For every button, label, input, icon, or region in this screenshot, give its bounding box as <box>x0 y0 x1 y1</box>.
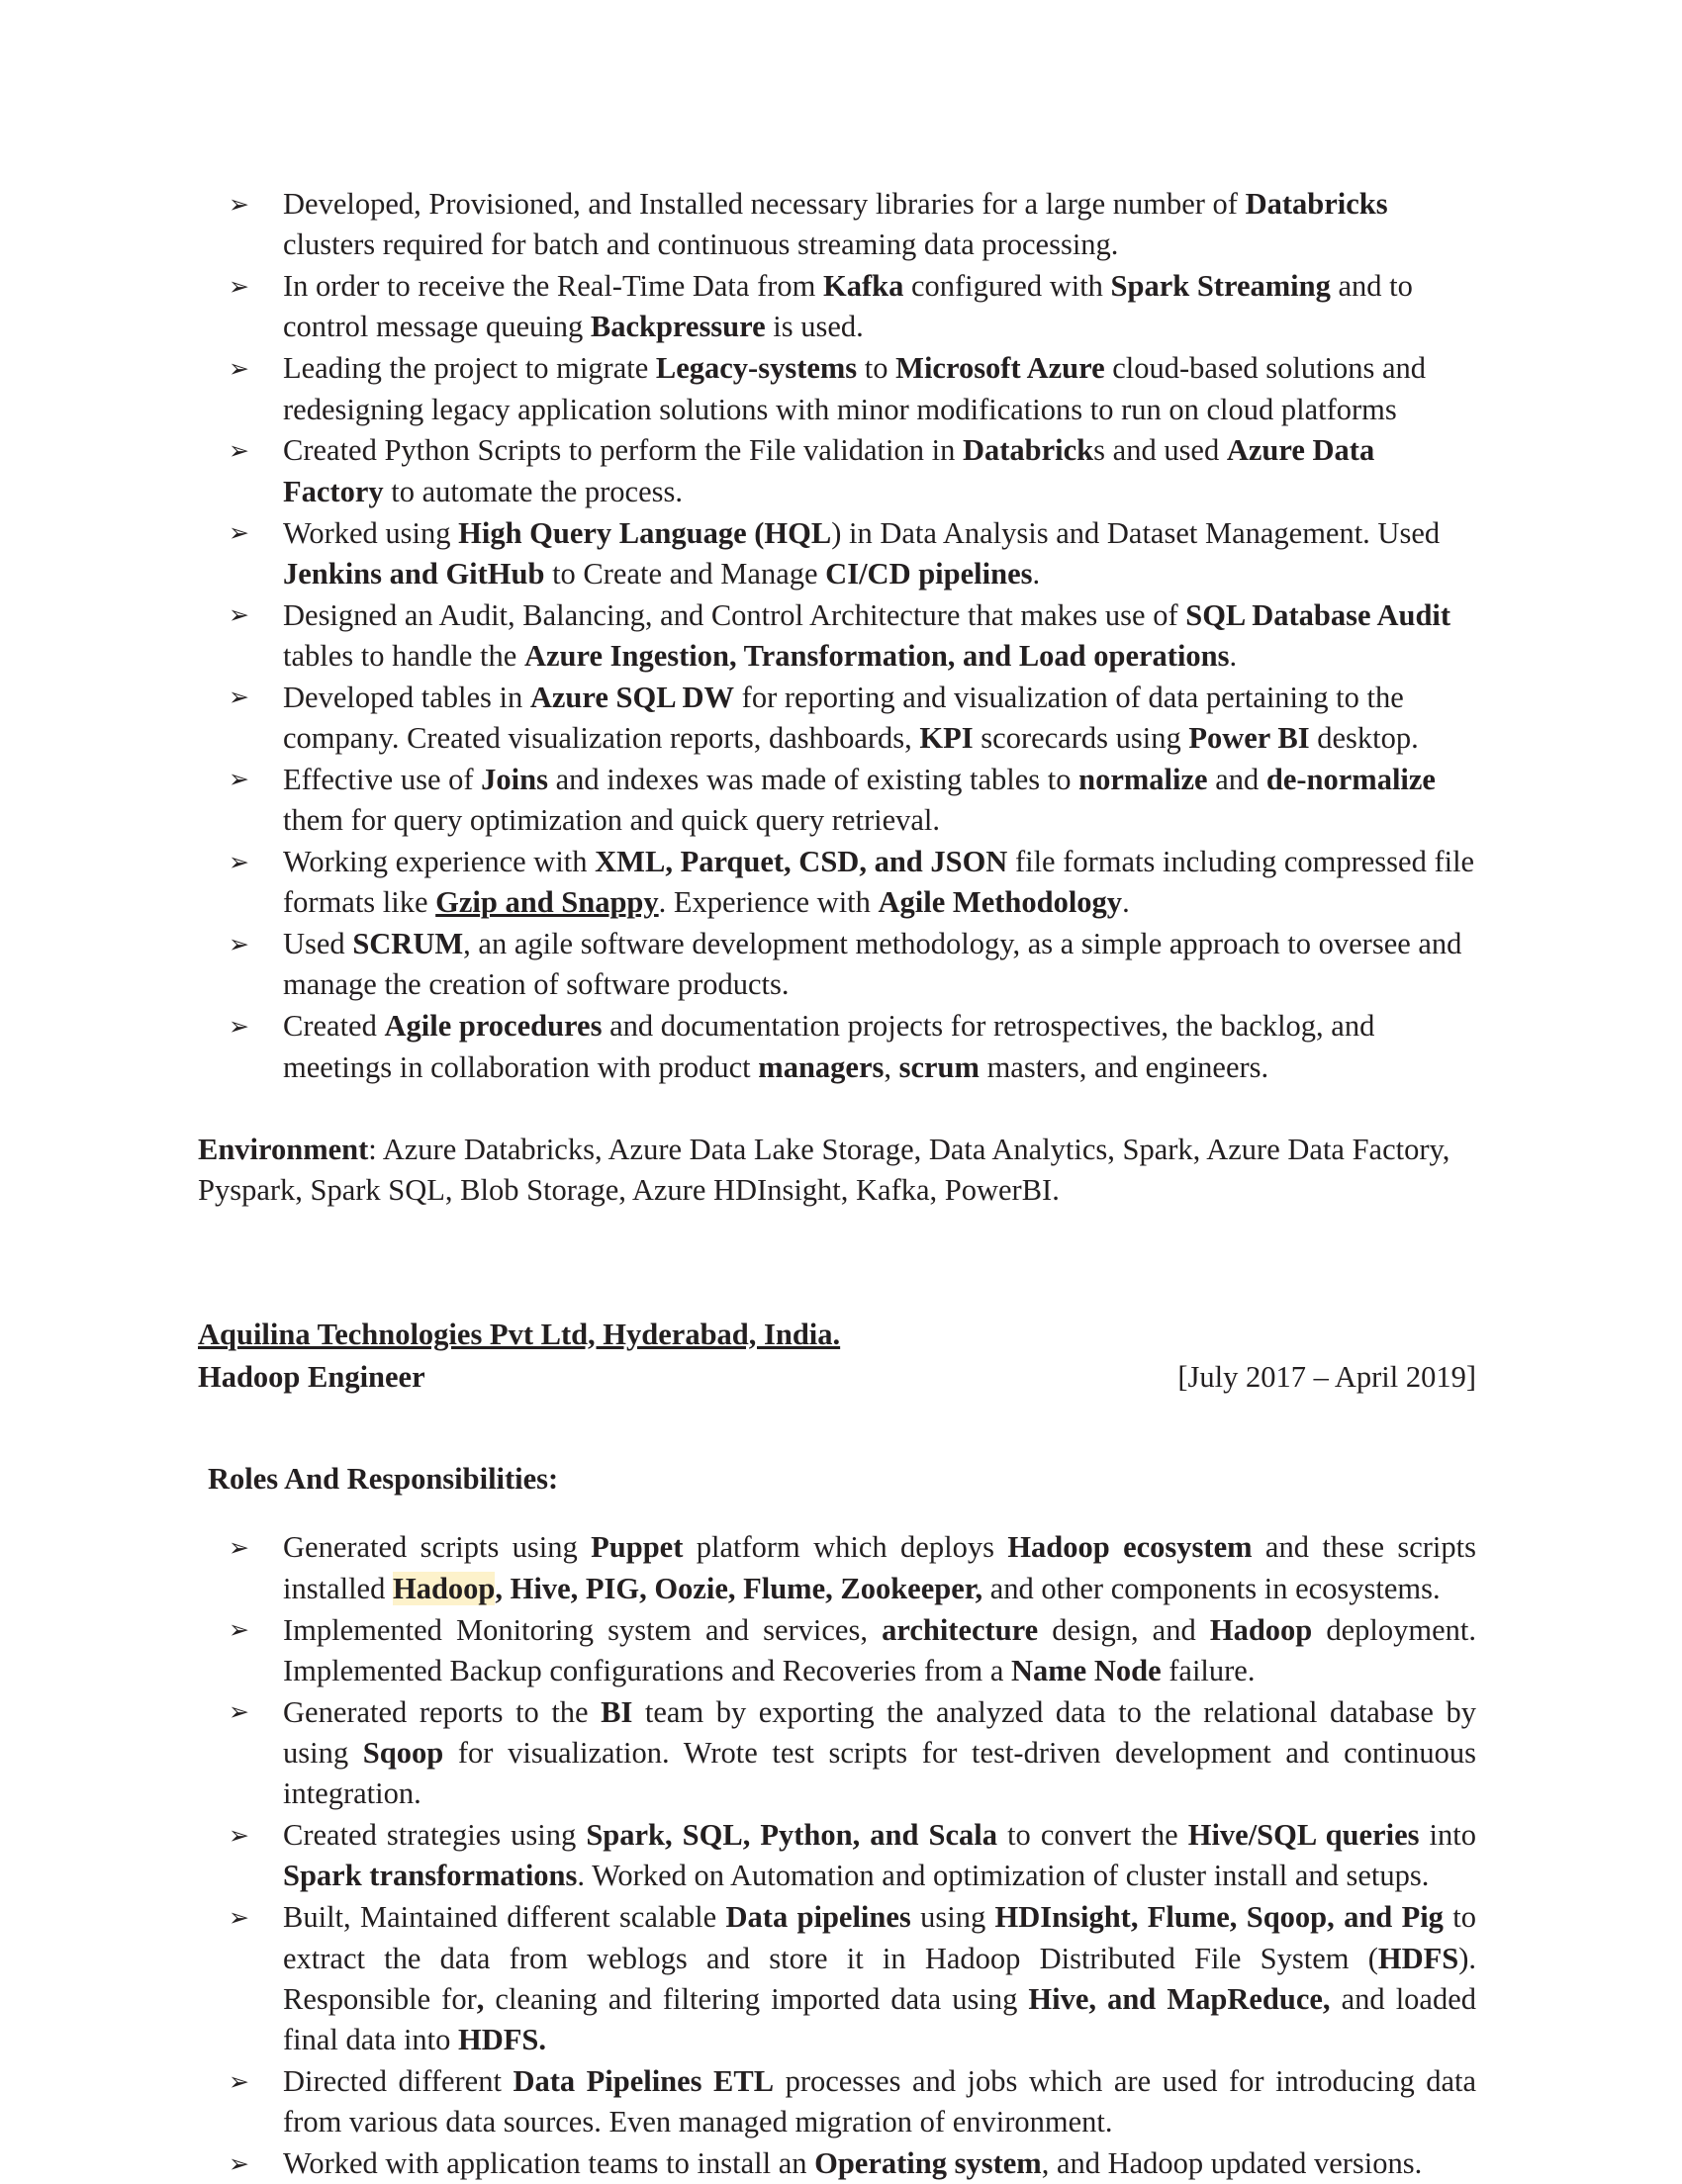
list-item-text: Working experience with XML, Parquet, CSD, and JSON file formats including compressed file formats like Gzip and Snappy. Experience with Agile Methodology. <box>283 845 1475 920</box>
list-item-text: Created strategies using Spark, SQL, Python, and Scala to convert the Hive/SQL queries into Spark transformations. Worked on Automation and optimization of cluster install and setups. <box>283 1818 1476 1893</box>
list-item <box>198 2061 1476 2143</box>
list-item <box>198 2143 1476 2184</box>
responsibilities-heading: Roles And Responsibilities: <box>208 1462 559 1497</box>
list-item <box>198 1897 1476 2060</box>
list-item <box>198 1815 1476 1897</box>
arrow-bullet-icon: ➢ <box>229 929 249 958</box>
arrow-bullet-icon: ➢ <box>229 189 249 219</box>
arrow-bullet-icon: ➢ <box>229 1697 249 1727</box>
list-item-text: Designed an Audit, Balancing, and Control Architecture that makes use of SQL Database Audit tables to handle the Azure Ingestion, Transformation, and Load operations. <box>283 597 1451 673</box>
responsibilities-list-previous-role <box>198 184 1476 1088</box>
responsibilities-list-current-role <box>198 1527 1476 2184</box>
arrow-bullet-icon: ➢ <box>229 765 249 794</box>
arrow-bullet-icon: ➢ <box>229 1820 249 1850</box>
role-title: Hadoop Engineer <box>198 1359 425 1394</box>
list-item-text: Leading the project to migrate Legacy-systems to Microsoft Azure cloud-based solutions and redesigning legacy application solutions with minor modifications to run on cloud platforms <box>283 351 1427 426</box>
list-item <box>198 184 1476 266</box>
list-item <box>198 924 1476 1006</box>
list-item <box>198 1527 1476 1609</box>
list-item-text: Built, Maintained different scalable Data pipelines using HDInsight, Flume, Sqoop, and Pig to extract the data from weblogs and store it in Hadoop Distributed File System (HDFS). Responsible for, cleaning and filtering imported data using Hive, and MapReduce, and loaded final data into HDFS. <box>283 1900 1476 2057</box>
list-item-text: In order to receive the Real-Time Data from Kafka configured with Spark Streaming and to control message queuing Backpressure is used. <box>283 269 1413 344</box>
arrow-bullet-icon: ➢ <box>229 1902 249 1932</box>
arrow-bullet-icon: ➢ <box>229 600 249 630</box>
page-content <box>198 184 1476 2184</box>
list-item-text: Generated reports to the BI team by exporting the analyzed data to the relational database by using Sqoop for visualization. Wrote test scripts for test-driven development and continuous integration. <box>283 1694 1476 1811</box>
list-item <box>198 760 1476 842</box>
list-item-text: Effective use of Joins and indexes was made of existing tables to normalize and de-normalize them for query optimization and quick query retrieval. <box>283 762 1436 838</box>
list-item <box>198 266 1476 348</box>
list-item <box>198 842 1476 924</box>
arrow-bullet-icon: ➢ <box>229 1011 249 1041</box>
list-item-text: Developed, Provisioned, and Installed necessary libraries for a large number of Databricks clusters required for batch and continuous streaming data processing. <box>283 187 1388 262</box>
list-item <box>198 1610 1476 1692</box>
list-item <box>198 1006 1476 1088</box>
environment-separator: : <box>368 1132 383 1166</box>
arrow-bullet-icon: ➢ <box>229 2148 249 2178</box>
arrow-bullet-icon: ➢ <box>229 435 249 465</box>
list-item-text: Used SCRUM, an agile software development methodology, as a simple approach to oversee and manage the creation of software products. <box>283 927 1462 1002</box>
list-item <box>198 595 1476 678</box>
list-item <box>198 678 1476 760</box>
list-item-text: Directed different Data Pipelines ETL processes and jobs which are used for introducing data from various data sources. Even managed migration of environment. <box>283 2064 1476 2139</box>
arrow-bullet-icon: ➢ <box>229 847 249 876</box>
list-item <box>198 1692 1476 1815</box>
arrow-bullet-icon: ➢ <box>229 353 249 383</box>
role-row <box>198 1357 1476 1398</box>
list-item-text: Developed tables in Azure SQL DW for reporting and visualization of data pertaining to the company. Created visualization reports, dashboards, KPI scorecards using Power BI desktop. <box>283 680 1419 756</box>
list-item-text: Worked using High Query Language (HQL) in Data Analysis and Dataset Management. Used Jenkins and GitHub to Create and Manage CI/CD pipelines. <box>283 515 1441 591</box>
list-item <box>198 348 1476 430</box>
list-item <box>198 513 1476 595</box>
arrow-bullet-icon: ➢ <box>229 1615 249 1645</box>
arrow-bullet-icon: ➢ <box>229 518 249 547</box>
job-block <box>198 1315 1476 1399</box>
environment-value: Azure Databricks, Azure Data Lake Storage, Data Analytics, Spark, Azure Data Factory, Pyspark, Spark SQL, Blob Storage, Azure HDInsight, Kafka, PowerBI. <box>198 1132 1450 1208</box>
company-name: Aquilina Technologies Pvt Ltd, Hyderabad, India. <box>198 1317 841 1351</box>
environment-paragraph <box>198 1130 1476 1212</box>
arrow-bullet-icon: ➢ <box>229 682 249 712</box>
environment-label: Environment <box>198 1132 369 1166</box>
list-item-text: Created Agile procedures and documentation projects for retrospectives, the backlog, and meetings in collaboration with product managers, scrum masters, and engineers. <box>283 1009 1375 1084</box>
list-item-text: Implemented Monitoring system and services, architecture design, and Hadoop deployment. Implemented Backup configurations and Recoveries from a Name Node failure. <box>283 1612 1477 1687</box>
arrow-bullet-icon: ➢ <box>229 2066 249 2096</box>
list-item-text: Created Python Scripts to perform the File validation in Databricks and used Azure Data Factory to automate the process. <box>283 433 1375 508</box>
list-item <box>198 430 1476 512</box>
list-item-text: Generated scripts using Puppet platform which deploys Hadoop ecosystem and these scripts installed Hadoop, Hive, PIG, Oozie, Flume, Zookeeper, and other components in ecosystems. <box>283 1530 1476 1605</box>
list-item-text: Worked with application teams to install an Operating system, and Hadoop updated versions. <box>283 2146 1423 2181</box>
arrow-bullet-icon: ➢ <box>229 271 249 301</box>
arrow-bullet-icon: ➢ <box>229 1532 249 1562</box>
spacer <box>198 1500 1476 1527</box>
role-dates: [July 2017 – April 2019] <box>1177 1359 1476 1394</box>
